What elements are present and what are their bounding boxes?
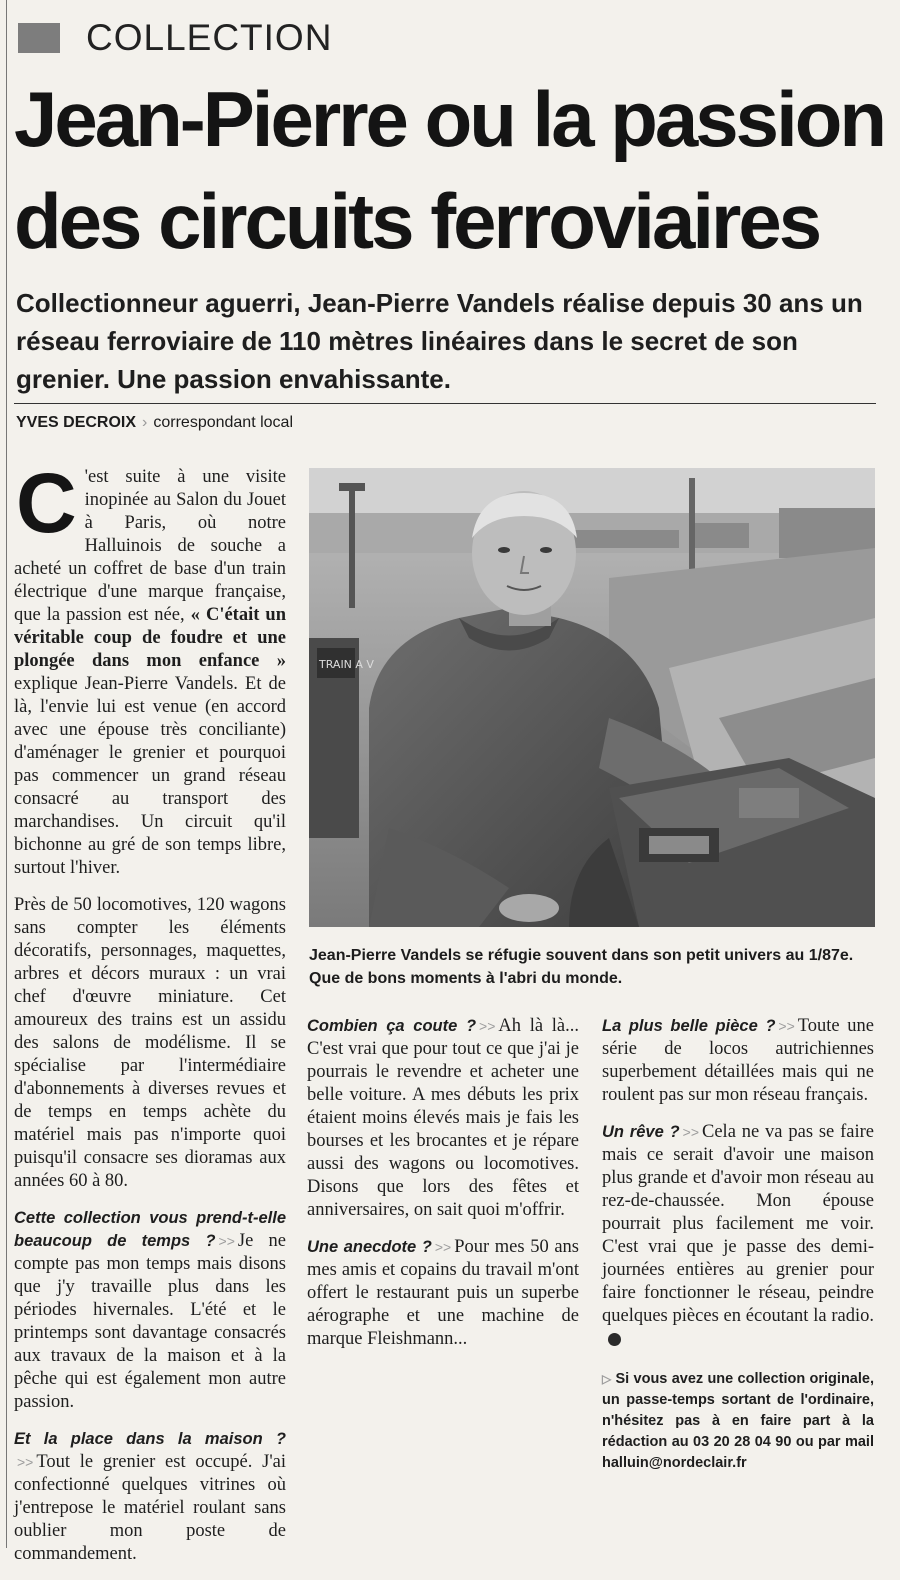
photo-sign-text: TRAIN A V bbox=[319, 658, 374, 671]
question-space: Et la place dans la maison ? bbox=[14, 1430, 286, 1448]
answer-anecdote: Pour mes 50 ans mes amis et copains du travail m'ont offert le restaurant puis un superbe aérographe et une machine de marque Fleishmann... bbox=[307, 1237, 579, 1349]
answer-dream: Cela ne va pas se faire mais ce serait d'avoir une maison plus grande et d'avoir mon réseau au rez-de-chaussée. Mon épouse pourrait plus facilement me voir. C'est vrai que je passe des demi-journées entières au grenier pour faire fonctionner le réseau, peindre quelques pièces en écoutant la radio. bbox=[602, 1122, 874, 1326]
author-role: correspondant local bbox=[153, 414, 293, 431]
question-best-piece: La plus belle pièce ? bbox=[602, 1017, 776, 1035]
standfirst: Collectionneur aguerri, Jean-Pierre Vandels réalise depuis 30 ans un réseau ferroviaire de 110 mètres linéaires dans le secret de son grenier. Une passion envahissante. bbox=[16, 288, 863, 394]
rubric-marker-icon bbox=[18, 23, 60, 53]
article-photo bbox=[309, 468, 875, 927]
paragraph-collection: Près de 50 locomotives, 120 wagons sans compter les éléments décoratifs, personnages, maquettes, arbres et décors muraux : un vrai chef d'œuvre miniature. Cet amoureux des trains est un assidu des salons de modélisme. Il se spécialise par l'intermédiaire d'abonnements à diverses revues et de temps en temps achète du matériel mais pas n'importe quoi puisqu'il consacre ses dioramas aux années 60 à 80. bbox=[14, 895, 286, 1191]
drop-cap: C bbox=[16, 456, 77, 550]
headline-line-1: Jean-Pierre ou la passion bbox=[14, 75, 885, 163]
article-column-2 bbox=[307, 1015, 579, 1365]
qa-dream bbox=[602, 1121, 874, 1351]
photo-caption: Jean-Pierre Vandels se réfugie souvent dans son petit univers au 1/87e. Que de bons moments à l'abri du monde. bbox=[309, 947, 854, 987]
headline-line-2: des circuits ferroviaires bbox=[14, 177, 820, 265]
question-anecdote: Une anecdote ? bbox=[307, 1238, 432, 1256]
page-edge-rule bbox=[6, 0, 7, 1548]
section-rubric bbox=[18, 16, 332, 60]
answer-time: Je ne compte pas mon temps mais disons que j'y travaille plus dans les périodes hivernales. L'été et le printemps sont davantage consacrés aux travaux de la maison et à la pêche qui est également mon autre passion. bbox=[14, 1231, 287, 1412]
rubric-label: COLLECTION bbox=[86, 17, 333, 58]
double-chevron-icon: >> bbox=[434, 1239, 452, 1255]
answer-price: Ah là là... C'est vrai que pour tout ce que j'ai je pourrais le revendre et acheter une belle voiture. A mes débuts les prix étaient moins élevés mais je fais les bourses et les brocantes et je répare aussi des wagons ou locomotives. Disons que lors des fêtes et anniversaires, on sait quoi m'offrir. bbox=[307, 1016, 579, 1220]
triangle-arrow-icon: ▷ bbox=[602, 1372, 612, 1386]
double-chevron-icon: >> bbox=[479, 1018, 496, 1034]
article-column-1 bbox=[14, 456, 287, 1580]
byline-divider bbox=[14, 403, 876, 404]
double-chevron-icon: >> bbox=[17, 1454, 34, 1470]
double-chevron-icon: >> bbox=[218, 1233, 235, 1249]
answer-best-piece: Toute une série de locos autrichiennes superbement détaillées mais qui ne roulent pas sur mon réseau français. bbox=[602, 1016, 874, 1105]
author-name: YVES DECROIX bbox=[16, 414, 137, 431]
question-dream: Un rêve ? bbox=[602, 1123, 680, 1141]
contact-note bbox=[602, 1369, 874, 1474]
chevron-right-icon: › bbox=[142, 414, 148, 431]
qa-time bbox=[14, 1207, 286, 1414]
headline bbox=[14, 68, 894, 272]
article-column-3 bbox=[602, 1015, 874, 1474]
intro-continued: explique Jean-Pierre Vandels. Et de là, l'envie lui est venue (en accord avec une épouse très conciliante) d'aménager le grenier et pourquoi pas commencer un grand réseau consacré au transport des marchandises. Un circuit qu'il bichonne au gré de son temps libre, surtout l'hiver. bbox=[14, 674, 286, 878]
qa-anecdote bbox=[307, 1236, 579, 1351]
qa-space-start bbox=[14, 1428, 286, 1566]
double-chevron-icon: >> bbox=[778, 1018, 795, 1034]
byline bbox=[16, 414, 293, 432]
intro-text: 'est suite à une visite inopinée au Salon du Jouet à Paris, où notre Halluinois de souche a acheté un coffret de base d'un train électrique d'une marque française, que la passion est née, bbox=[14, 467, 286, 625]
contact-text: Si vous avez une collection originale, un passe-temps sortant de l'ordinaire, n'hésitez pas à en faire part à la rédaction au 03 20 28 04 90 ou par mail halluin@nordeclair.fr bbox=[602, 1371, 874, 1471]
answer-space: Tout le grenier est occupé. J'ai confectionné quelques vitrines où j'entrepose le matériel roulant sans oublier mon poste de commandement. bbox=[14, 1452, 286, 1564]
question-time: Cette collection vous prend-t-elle beaucoup de temps ? bbox=[14, 1209, 286, 1250]
paragraph-intro bbox=[14, 456, 286, 880]
qa-best-piece bbox=[602, 1015, 874, 1107]
pull-quote: « C'était un véritable coup de foudre et une plongée dans mon enfance » bbox=[14, 605, 286, 671]
qa-price bbox=[307, 1015, 579, 1222]
double-chevron-icon: >> bbox=[682, 1124, 699, 1140]
end-of-article-icon bbox=[608, 1333, 621, 1346]
question-price: Combien ça coute ? bbox=[307, 1017, 477, 1035]
